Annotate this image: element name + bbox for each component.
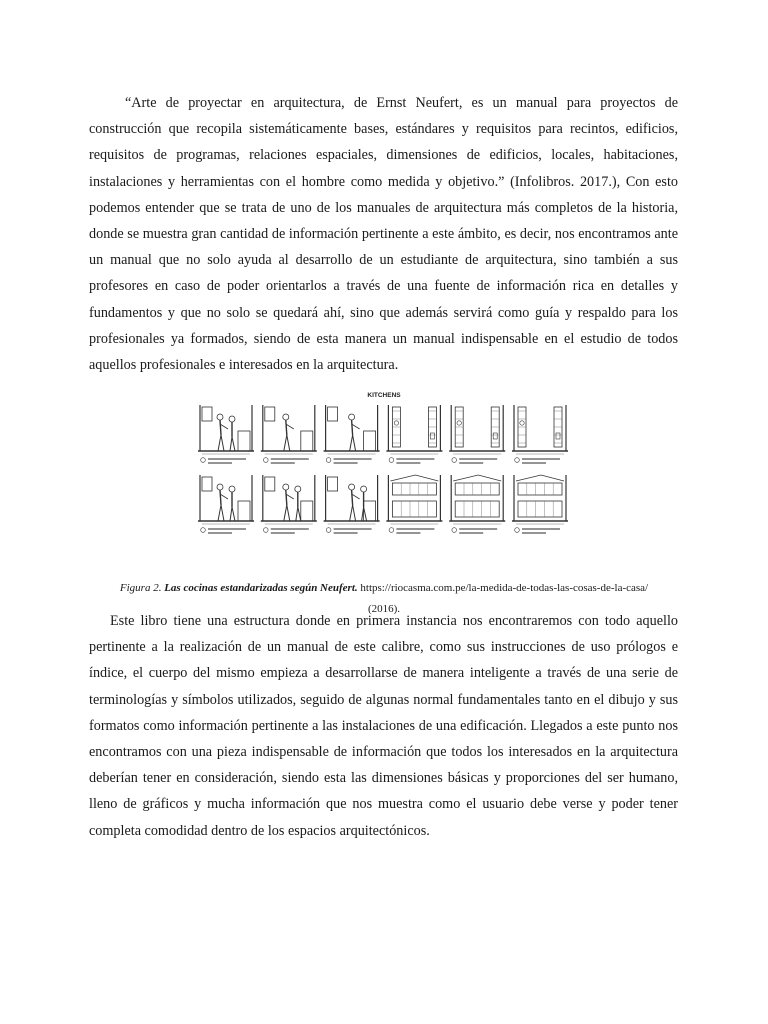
kitchen-panel bbox=[324, 405, 380, 463]
caption-title: Las cocinas estandarizadas según Neufert. bbox=[164, 582, 358, 594]
kitchen-panel bbox=[512, 405, 568, 463]
kitchen-panel bbox=[198, 475, 254, 533]
kitchens-figure bbox=[198, 389, 570, 539]
kitchen-panel bbox=[261, 475, 317, 533]
kitchen-panel bbox=[512, 475, 568, 533]
kitchens-illustration bbox=[198, 389, 570, 539]
kitchen-panel bbox=[449, 405, 505, 463]
kitchen-panels bbox=[198, 405, 568, 533]
kitchen-panel bbox=[324, 475, 380, 533]
kitchen-panel bbox=[386, 475, 442, 533]
figure-image-title: KITCHENS bbox=[367, 392, 401, 399]
kitchen-panel bbox=[386, 405, 442, 463]
body-paragraph-2: Este libro tiene una estructura donde en primera instancia nos encontraremos con todo aquello pertinente a la realización de un manual de este calibre, como sus instrucciones de uso prólogos e índice, el cuerpo del mismo empieza a desarrollarse de manera inteligente a través de una serie de terminologías y símbolos utilizados, seguido de algunas normal fundamentales tanto en el dibujo y sus formatos como información pertinente a las instalaciones de una edificación. Llegados a este punto nos encontramos con una pieza indispensable de información que todos los interesados en la arquitectura deberían tener en consideración, siendo esta las dimensiones básicas y proporciones del ser humano, lleno de gráficos y mucha información que nos muestra como el usuario debe verse y poder tener completa comodidad dentro de los espacios arquitectónicos. bbox=[89, 613, 678, 839]
kitchen-panel bbox=[198, 405, 254, 463]
caption-label: Figura 2. bbox=[119, 582, 162, 594]
kitchen-panel bbox=[449, 475, 505, 533]
kitchen-panel bbox=[261, 405, 317, 463]
body-paragraph-1: “Arte de proyectar en arquitectura, de Ernst Neufert, es un manual para proyectos de construcción que recopila sistemáticamente bases, estándares y requisitos para recintos, edificios, requisitos de programas, relaciones espaciales, dimensiones de edificios, locales, habitaciones, instalaciones y herramientas con el hombre como medida y objetivo.” (Infolibros. 2017.), Con esto podemos entender que se trata de uno de los manuales de arquitectura más completos de la historia, donde se muestra gran cantidad de información pertinente a este ámbito, es decir, nos encontramos ante un manual que no solo ayuda al desarrollo de un estudiante de arquitectura, sino también a sus profesores en caso de poder orientarlos a través de una fuente de información rica en detalles y fundamentos y que no solo se quedará ahí, sino que además servirá como guía y respaldo para los profesionales ya formados, siendo de esta manera un manual indispensable en el estudio de todos aquellos profesionales e interesados en la arquitectura. bbox=[89, 95, 678, 374]
caption-source: https://riocasma.com.pe/la-medida-de-todas-las-cosas-de-la-casa/ (2016). bbox=[360, 582, 649, 615]
